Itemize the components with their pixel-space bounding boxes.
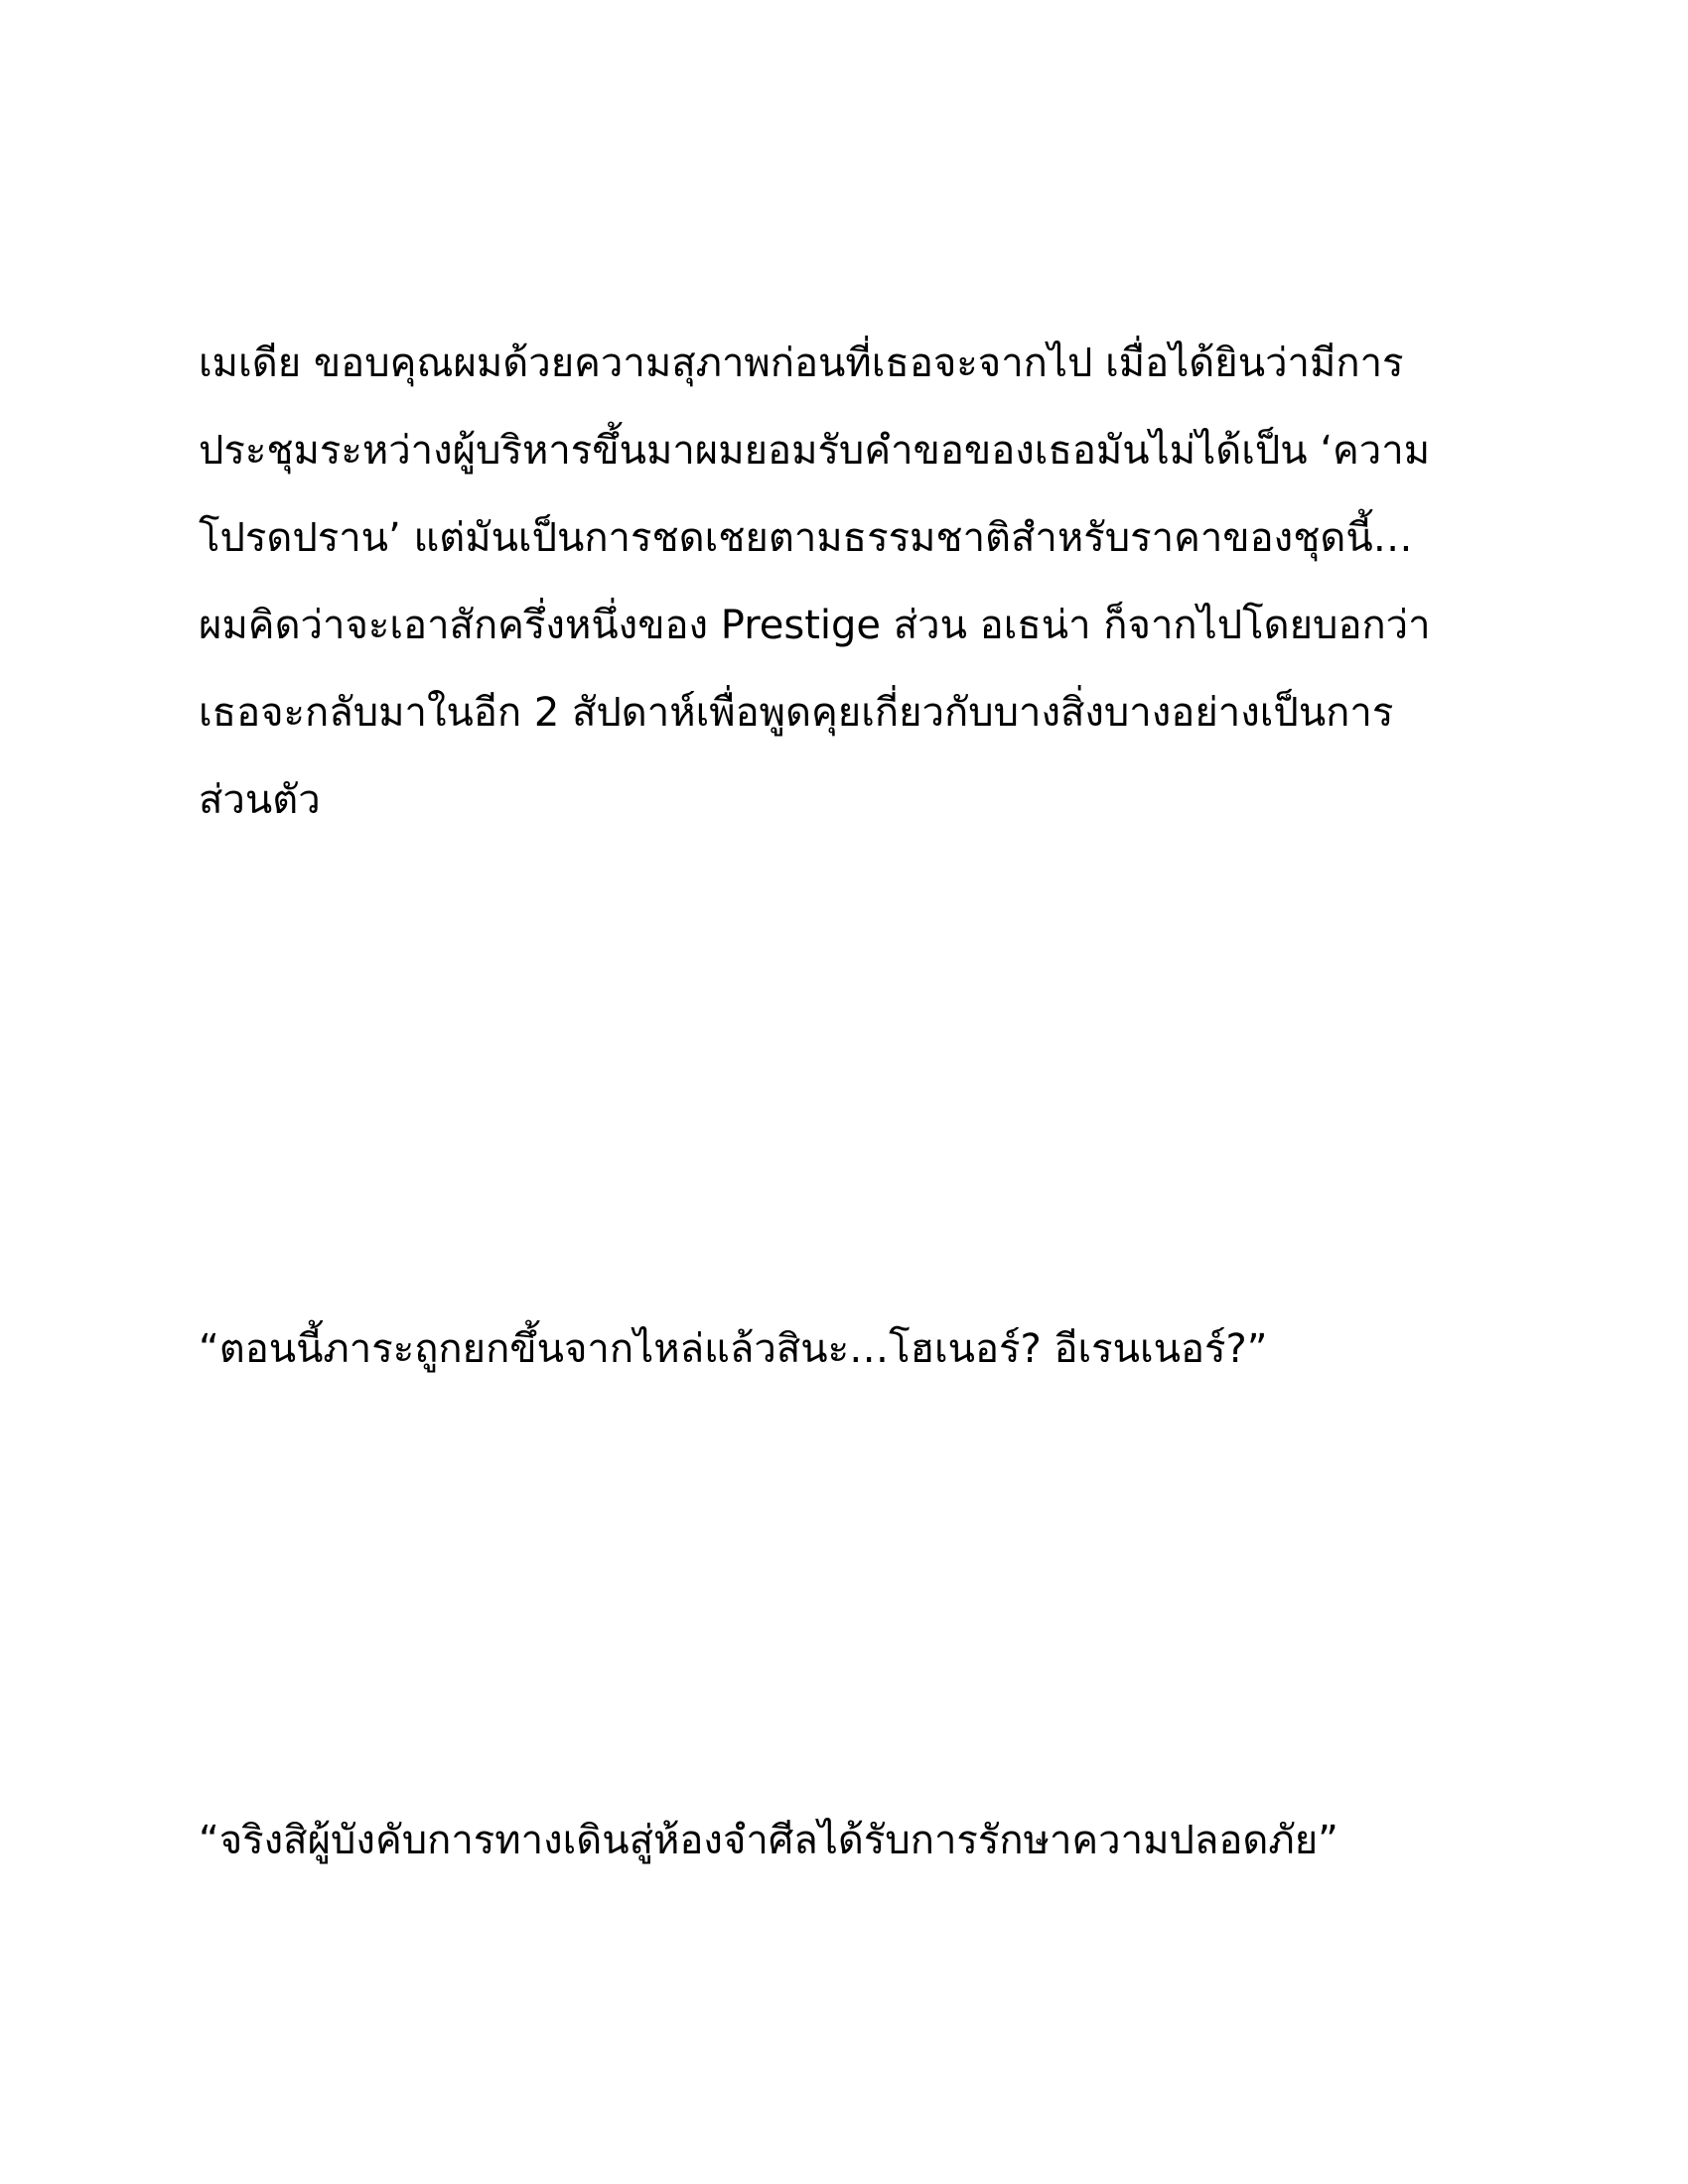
dialogue-quote (199, 1305, 1489, 1393)
paragraph-line: ส่วนตัว (199, 777, 321, 823)
narrative-paragraph (199, 320, 1489, 844)
paragraph-line: โปรดปราน’ แต่มันเป็นการชดเชยตามธรรมชาติสำหรับราคาของชุดนี้… (199, 515, 1413, 561)
paragraph-line: ผมคิดว่าจะเอาสักครึ่งหนึ่งของ Prestige ส่วน อเธน่า ก็จากไปโดยบอกว่า (199, 603, 1431, 648)
dialogue-quote (199, 1797, 1489, 1884)
dialogue-line: “จริงสิผู้บังคับการทางเดินสู่ห้องจำศีลได้รับการรักษาความปลอดภัย” (199, 1818, 1338, 1863)
dialogue-line: “ตอนนี้ภาระถูกยกขึ้นจากไหล่แล้วสินะ…โฮเนอร์? อีเรนเนอร์?” (199, 1326, 1268, 1372)
paragraph-line: เธอจะกลับมาในอีก 2 สัปดาห์เพื่อพูดคุยเกี่ยวกับบางสิ่งบางอย่างเป็นการ (199, 690, 1394, 736)
paragraph-line: เมเดีย ขอบคุณผมด้วยความสุภาพก่อนที่เธอจะจากไป เมื่อได้ยินว่ามีการ (199, 341, 1404, 386)
paragraph-line: ประชุมระหว่างผู้บริหารขึ้นมาผมยอมรับคำขอของเธอมันไม่ได้เป็น ‘ความ (199, 428, 1431, 474)
